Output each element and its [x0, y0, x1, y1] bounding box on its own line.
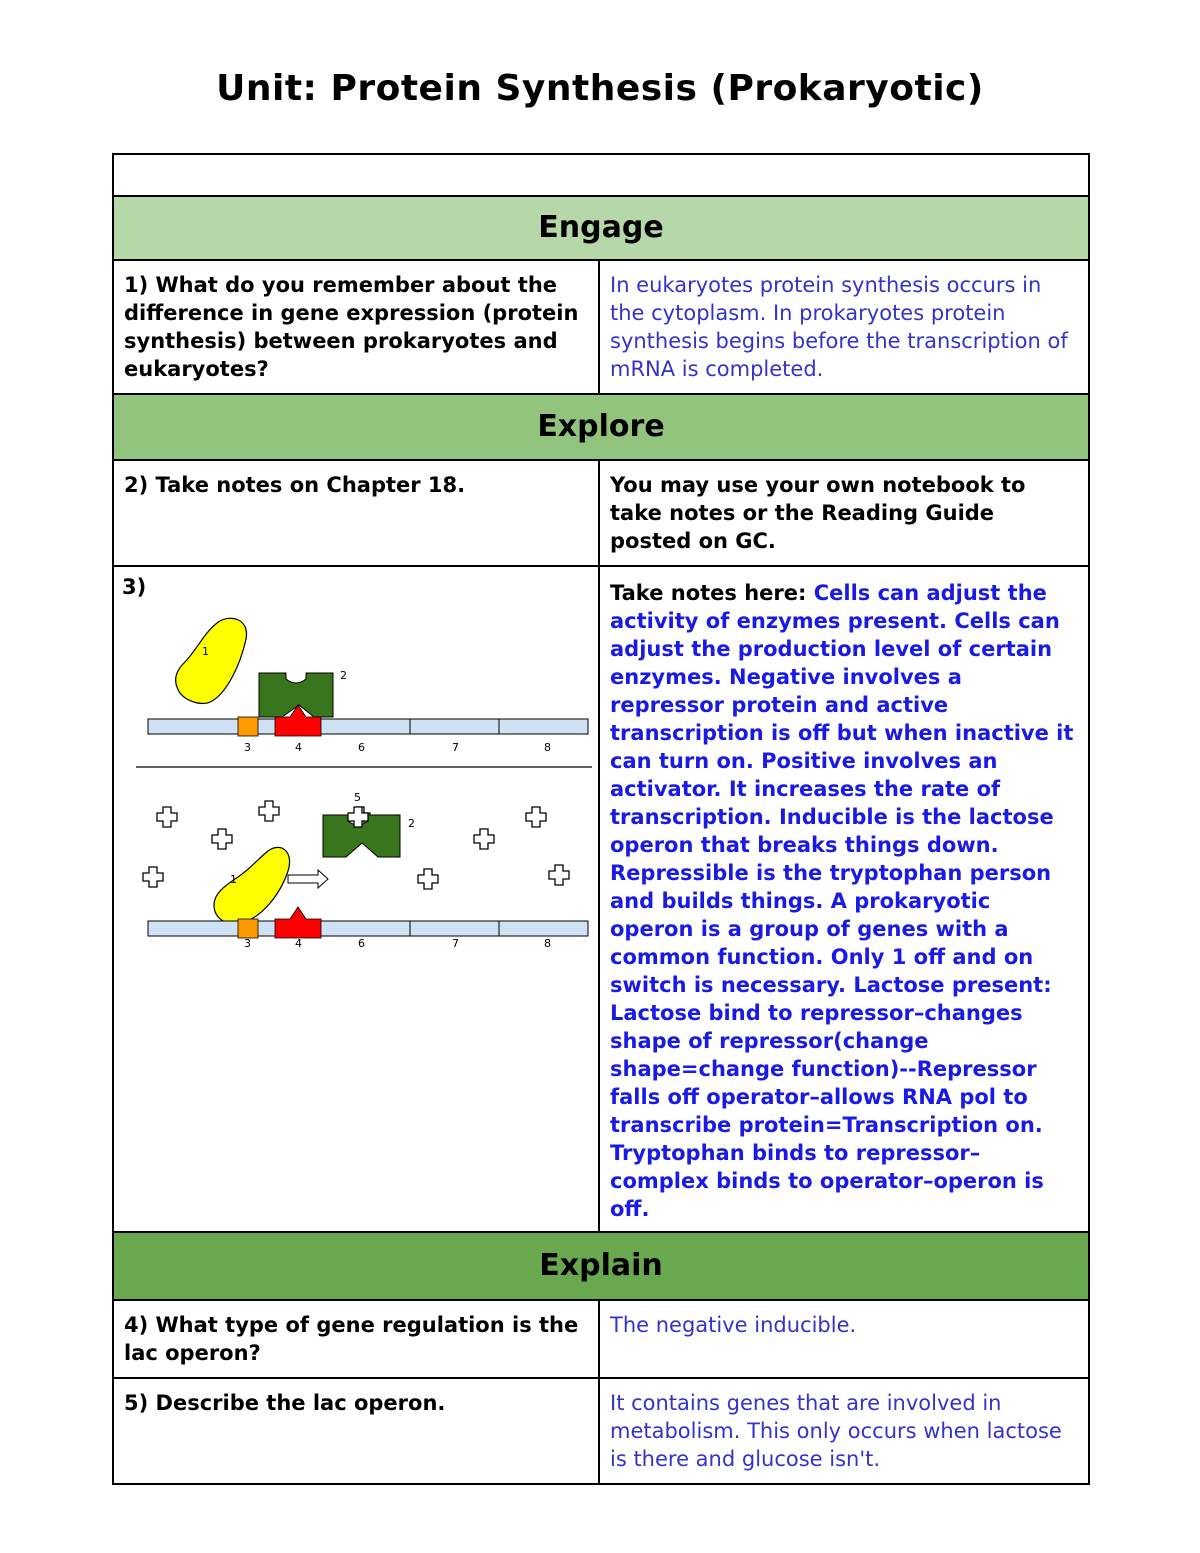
label-bot-7: 7	[452, 937, 459, 947]
lactose-icon	[418, 869, 438, 889]
lactose-icon	[157, 807, 177, 827]
answer-1[interactable]: In eukaryotes protein synthesis occurs in the cytoplasm. In prokaryotes protein synthesis begins before the transcription of mRNA is completed.	[599, 260, 1089, 394]
answer-2[interactable]: You may use your own notebook to take notes or the Reading Guide posted on GC.	[599, 460, 1089, 566]
operon-diagram	[122, 601, 592, 947]
worksheet-table	[112, 153, 1090, 1485]
rna-polymerase-top	[176, 618, 247, 703]
label-top-8: 8	[544, 741, 551, 754]
label-top-6: 6	[358, 741, 365, 754]
section-explore-label: Explore	[113, 394, 1089, 460]
section-engage-label: Engage	[113, 196, 1089, 260]
label-top-3: 3	[244, 741, 251, 754]
row-q3	[113, 566, 1089, 1232]
row-q1	[113, 260, 1089, 394]
answer-5[interactable]: It contains genes that are involved in metabolism. This only occurs when lactose is there and glucose isn't.	[599, 1378, 1089, 1484]
repressor-top-notch	[288, 673, 304, 681]
label-bot-8: 8	[544, 937, 551, 947]
operator-bottom	[275, 907, 321, 938]
label-bot-3: 3	[244, 937, 251, 947]
lactose-icon	[474, 829, 494, 849]
label-bot-4: 4	[295, 937, 302, 947]
lactose-icon	[143, 867, 163, 887]
question-2: 2) Take notes on Chapter 18.	[113, 460, 599, 566]
label-top-4: 4	[295, 741, 302, 754]
movement-arrow	[288, 870, 328, 888]
page-title: Unit: Protein Synthesis (Prokaryotic)	[216, 68, 984, 109]
section-explain-label: Explain	[113, 1232, 1089, 1300]
lactose-icon	[549, 865, 569, 885]
row-q2	[113, 460, 1089, 566]
question-5: 5) Describe the lac operon.	[113, 1378, 599, 1484]
label-top-7: 7	[452, 741, 459, 754]
lactose-icon	[259, 801, 279, 821]
dna-strand-bottom	[148, 921, 588, 936]
blank-cell	[113, 154, 1089, 196]
blank-header-row	[113, 154, 1089, 196]
lactose-icon	[526, 807, 546, 827]
label-top-2: 2	[340, 669, 347, 682]
row-q4	[113, 1300, 1089, 1378]
question-1: 1) What do you remember about the difference in gene expression (protein synthesis) between prokaryotes and eukaryotes?	[113, 260, 599, 394]
label-bot-6: 6	[358, 937, 365, 947]
label-top-1: 1	[202, 645, 209, 658]
promoter-bottom	[238, 919, 258, 938]
row-q5	[113, 1378, 1089, 1484]
answer-4[interactable]: The negative inducible.	[599, 1300, 1089, 1378]
question-3-cell	[113, 566, 599, 1232]
section-explore	[113, 394, 1089, 460]
rna-polymerase-bottom	[214, 847, 290, 924]
question-4: 4) What type of gene regulation is the lac operon?	[113, 1300, 599, 1378]
promoter-top	[238, 717, 258, 736]
dna-strand-top	[148, 719, 588, 734]
label-bot-5: 5	[354, 791, 361, 804]
label-bot-2: 2	[408, 817, 415, 830]
section-explain	[113, 1232, 1089, 1300]
section-engage	[113, 196, 1089, 260]
answer-3-cell[interactable]	[599, 566, 1089, 1232]
notes-prompt: Take notes here:	[610, 581, 814, 605]
label-bot-1: 1	[230, 873, 237, 886]
lactose-icon	[212, 829, 232, 849]
question-3: 3)	[122, 575, 147, 599]
answer-3[interactable]: Cells can adjust the activity of enzymes present. Cells can adjust the production level of certain enzymes. Negative involves a repressor protein and active transcription is off but when inactive it can turn on. Positive involves an activator. It increases the rate of transcription. Inducible is the lactose operon that breaks things down. Repressible is the tryptophan person and builds things. A prokaryotic operon is a group of genes with a common function. Only 1 off and on switch is necessary. Lactose present: Lactose bind to repressor–changes shape of repressor(change shape=change function)--Repressor falls off operator–allows RNA pol to transcribe protein=Transcription on. Tryptophan binds to repressor–complex binds to operator–operon is off.	[610, 581, 1074, 1221]
